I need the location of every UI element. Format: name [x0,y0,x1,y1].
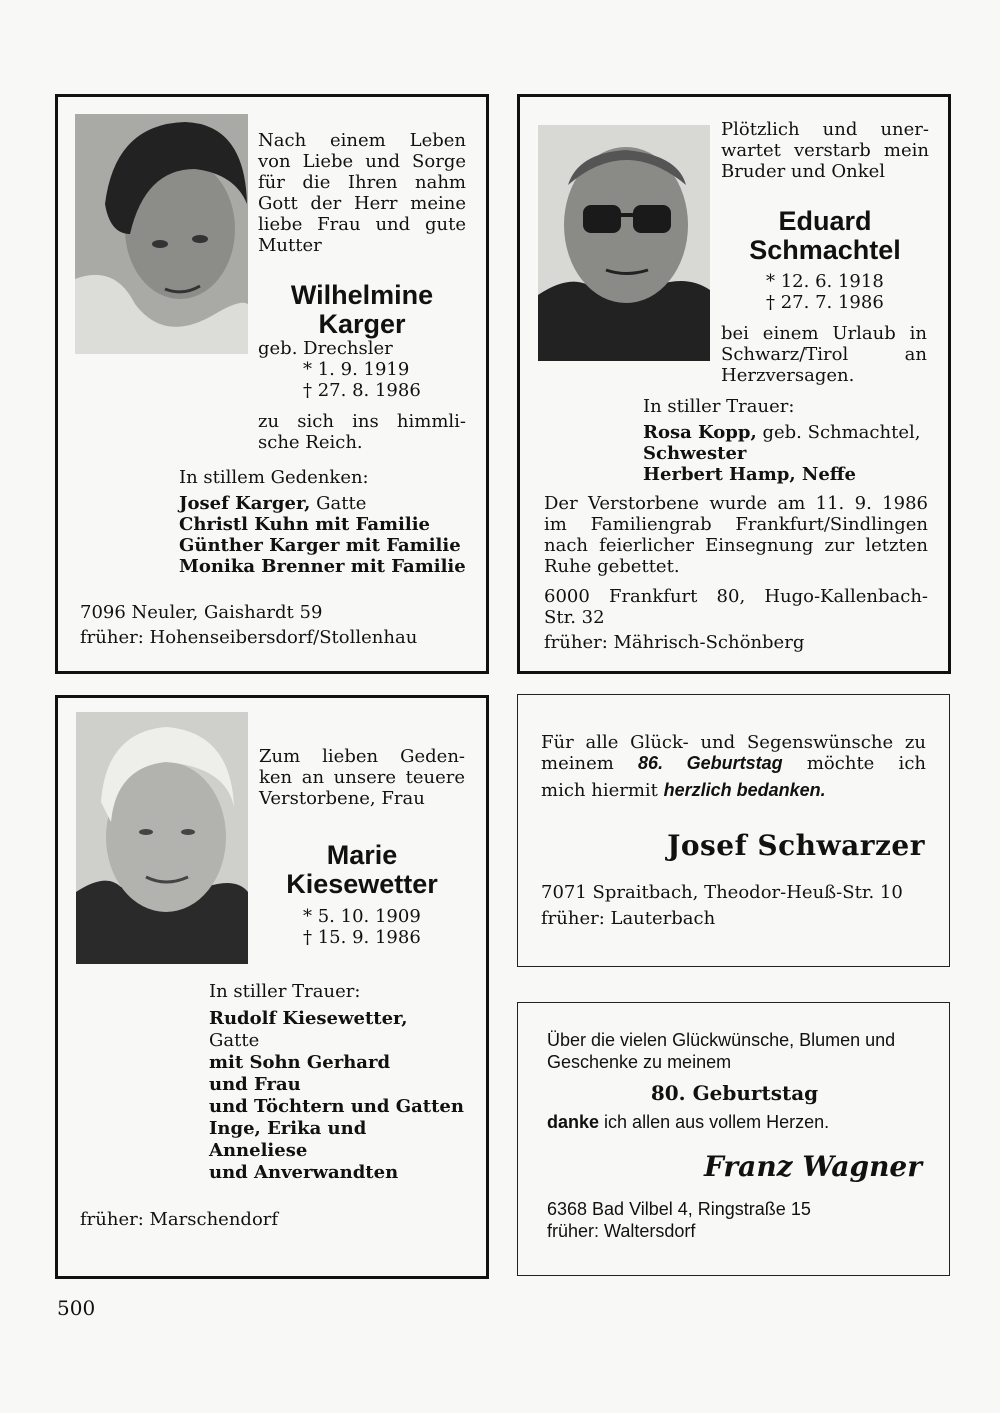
birth-date: * 12. 6. 1918 [766,271,884,292]
thanks-line: mich hiermit herzlich bedanken. [541,780,826,801]
mourner: Monika Brenner mit Familie [179,556,466,577]
deceased-last-name: Schmachtel [749,235,901,265]
intro-line: Geschenke zu meinem [547,1052,732,1072]
intro-line: Bruder und Onkel [721,161,886,182]
death-date: † 27. 8. 1986 [303,380,421,401]
mourner-list [209,1008,464,1184]
intro-line: liebe Frau und gute [258,214,466,235]
intro-line: Mutter [258,235,322,256]
death-date: † 15. 9. 1986 [303,927,421,948]
burial-line: nach feierlicher Einsegnung zur letzten [544,535,928,556]
intro-line: ken an unsere teuere [259,767,465,788]
signature-name: Franz Wagner [704,1150,922,1183]
birth-date: * 1. 9. 1919 [303,359,410,380]
former-residence: früher: Mährisch-Schönberg [544,632,805,653]
mourner: Inge, Erika und [209,1118,367,1139]
page-number: 500 [57,1296,96,1320]
birthday-emphasis: 86. Geburtstag [638,753,783,773]
address: 7096 Neuler, Gaishardt 59 [80,602,323,623]
deceased-last-name: Kiesewetter [286,869,438,899]
thanks-line: meinem 86. Geburtstag möchte ich [541,753,926,774]
cause-line: bei einem Urlaub in [721,323,927,344]
thanks-line: Für alle Glück- und Segenswünsche zu [541,732,926,753]
mourner: Günther Karger mit Familie [179,535,461,556]
mourner: Rudolf Kiesewetter, [209,1008,408,1029]
portrait-photo-schmachtel [538,125,710,361]
address: 7071 Spraitbach, Theodor-Heuß-Str. 10 [541,882,903,903]
cause-line: Schwarz/Tirol an [721,344,927,365]
intro-line: Zum lieben Geden- [259,746,465,767]
deceased-first-name: Marie [326,840,398,870]
portrait-photo-karger [75,114,248,354]
cause-line: Herzversagen. [721,365,855,386]
intro-line: Gott der Herr meine [258,193,466,214]
mourner: Josef Karger, Gatte [179,493,367,514]
mourner: mit Sohn Gerhard [209,1052,391,1073]
deceased-first-name: Eduard [778,206,872,236]
mourner-role: Schwester [643,443,747,464]
former-residence: früher: Marschendorf [80,1209,279,1230]
mourner: und Anverwandten [209,1162,399,1183]
death-date: † 27. 7. 1986 [766,292,884,313]
address-line: Str. 32 [544,607,605,628]
intro-line: Nach einem Leben [258,130,466,151]
closing-line: sche Reich. [258,432,363,453]
portrait-photo-kiesewetter [76,712,248,964]
thanks-line: danke ich allen aus vollem Herzen. [547,1112,830,1132]
mourning-title: In stiller Trauer: [643,396,795,417]
mourner: Anneliese [209,1140,308,1161]
mourner: Christl Kuhn mit Familie [179,514,430,535]
deceased-first-name: Wilhelmine [290,280,434,310]
mourner: Rosa Kopp, geb. Schmachtel, [643,422,921,443]
intro-line: Plötzlich und uner- [721,119,929,140]
mourning-title: In stiller Trauer: [209,981,361,1002]
mourner-role: Gatte [209,1030,260,1051]
mourner: und Töchtern und Gatten [209,1096,464,1117]
former-residence: früher: Waltersdorf [547,1221,696,1241]
closing-line: zu sich ins himmli- [258,411,466,432]
deceased-last-name: Karger [318,309,406,339]
intro-line: Verstorbene, Frau [259,788,425,809]
thanks-ad-schwarzer [517,694,950,967]
address-line: 6000 Frankfurt 80, Hugo-Kallenbach- [544,586,928,607]
signature-name: Josef Schwarzer [667,829,925,862]
burial-line: im Familiengrab Frankfurt/Sindlingen [544,514,928,535]
intro-line: wartet verstarb mein [721,140,929,161]
obituary-schmachtel [517,94,951,674]
former-residence: früher: Hohenseibersdorf/Stollenhau [80,627,418,648]
obituary-karger [55,94,489,674]
birth-date: * 5. 10. 1909 [303,906,421,927]
intro-line: Über die vielen Glückwünsche, Blumen und [547,1030,896,1050]
thanks-ad-wagner [517,1002,950,1276]
obituary-kiesewetter [55,695,489,1279]
intro-line: für die Ihren nahm [258,172,466,193]
born-name: geb. Drechsler [258,338,393,359]
mourner: und Frau [209,1074,301,1095]
intro-line: von Liebe und Sorge [258,151,466,172]
burial-line: Ruhe gebettet. [544,556,680,577]
address: 6368 Bad Vilbel 4, Ringstraße 15 [547,1199,811,1219]
birthday-line: 80. Geburtstag [650,1081,819,1105]
mourning-title: In stillem Gedenken: [179,467,369,488]
former-residence: früher: Lauterbach [541,908,716,929]
burial-line: Der Verstorbene wurde am 11. 9. 1986 [544,493,928,514]
mourner: Herbert Hamp, Neffe [643,464,857,485]
